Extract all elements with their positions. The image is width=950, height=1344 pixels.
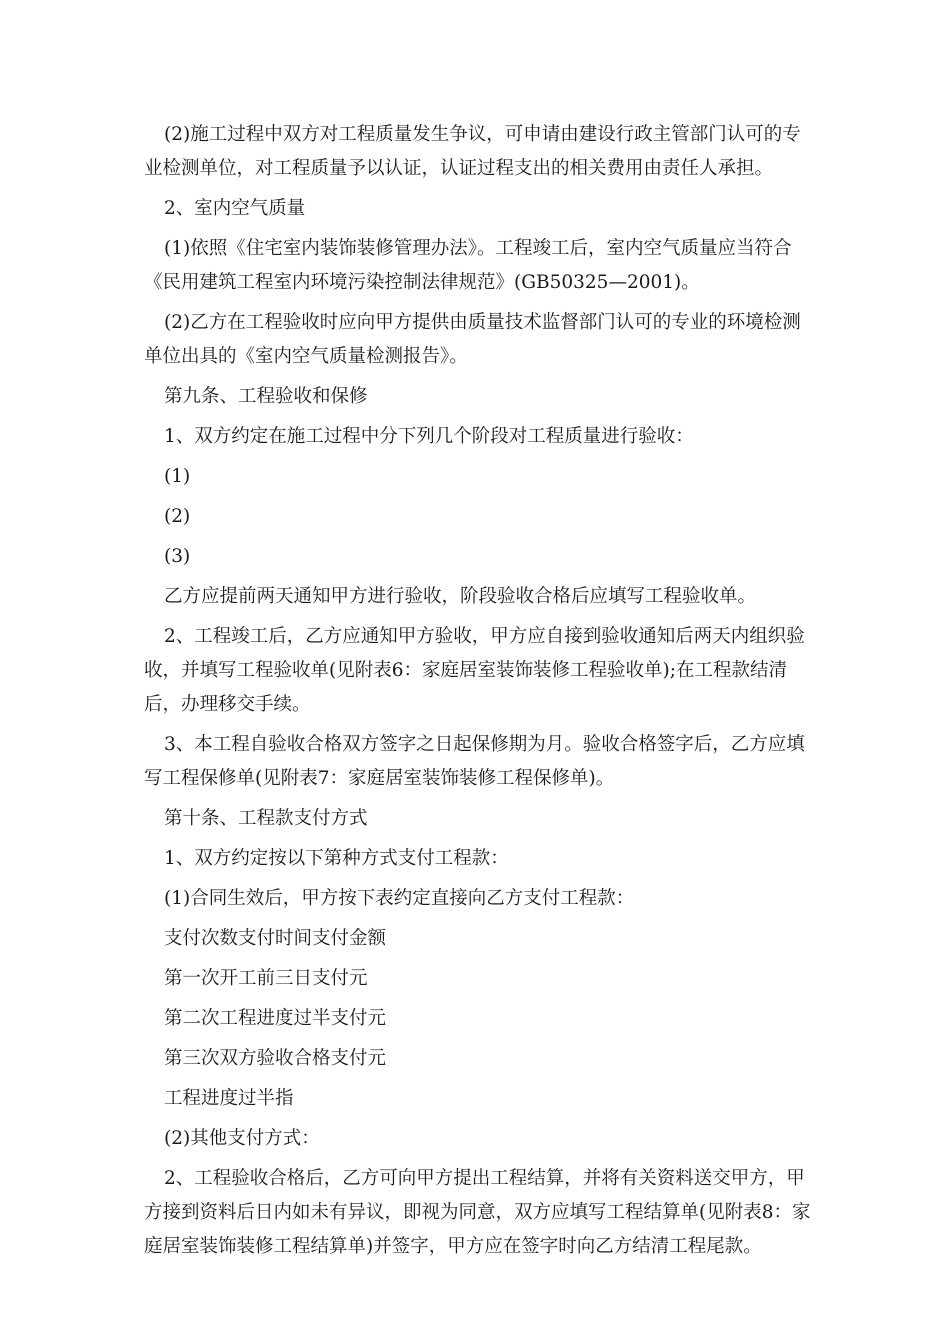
paragraph-air-quality-standard: (1)依照《住宅室内装饰装修管理办法》。工程竣工后，室内空气质量应当符合《民用建筑工程室内环境污染控制法律规范》(GB50325—2001)。 (144, 238, 792, 293)
payment-row-third: 第三次双方验收合格支付元 (164, 1048, 387, 1069)
paragraph-payment-method: 1、双方约定按以下第种方式支付工程款： (164, 848, 509, 869)
paragraph-air-quality-report: (2)乙方在工程验收时应向甲方提供由质量技术监督部门认可的专业的环境检测单位出具的《室内空气质量检测报告》。 (144, 312, 801, 367)
payment-row-second: 第二次工程进度过半支付元 (164, 1008, 387, 1029)
heading-article-ten: 第十条、工程款支付方式 (164, 808, 368, 829)
paragraph-completion-acceptance: 2、工程竣工后，乙方应通知甲方验收，甲方应自接到验收通知后两天内组织验收，并填写工程验收单(见附表6：家庭居室装饰装修工程验收单);在工程款结清后，办理移交手续。 (144, 626, 805, 715)
paragraph-settlement: 2、工程验收合格后，乙方可向甲方提出工程结算，并将有关资料送交甲方，甲方接到资料后日内如未有异议，即视为同意，双方应填写工程结算单(见附表8：家庭居室装饰装修工程结算单)并签字，甲方应在签字时向乙方结清工程尾款。 (144, 1168, 811, 1257)
paragraph-acceptance-stages: 1、双方约定在施工过程中分下列几个阶段对工程质量进行验收： (164, 426, 694, 447)
list-item-stage-1: (1) (164, 466, 191, 487)
payment-row-first: 第一次开工前三日支付元 (164, 968, 368, 989)
heading-indoor-air-quality: 2、室内空气质量 (164, 198, 306, 219)
paragraph-progress-definition: 工程进度过半指 (164, 1088, 294, 1109)
payment-table-header: 支付次数支付时间支付金额 (164, 928, 387, 949)
document-body (144, 118, 814, 1270)
paragraph-acceptance-notice: 乙方应提前两天通知甲方进行验收，阶段验收合格后应填写工程验收单。 (164, 586, 757, 607)
paragraph-payment-option-1: (1)合同生效后，甲方按下表约定直接向乙方支付工程款： (164, 888, 635, 909)
list-item-stage-2: (2) (164, 506, 191, 527)
list-item-stage-3: (3) (164, 546, 191, 567)
paragraph-payment-option-2: (2)其他支付方式： (164, 1128, 320, 1149)
paragraph-warranty: 3、本工程自验收合格双方签字之日起保修期为月。验收合格签字后，乙方应填写工程保修单(见附表7：家庭居室装饰装修工程保修单)。 (144, 734, 805, 789)
heading-article-nine: 第九条、工程验收和保修 (164, 386, 368, 407)
paragraph-quality-dispute: (2)施工过程中双方对工程质量发生争议，可申请由建设行政主管部门认可的专业检测单位，对工程质量予以认证，认证过程支出的相关费用由责任人承担。 (144, 124, 801, 179)
